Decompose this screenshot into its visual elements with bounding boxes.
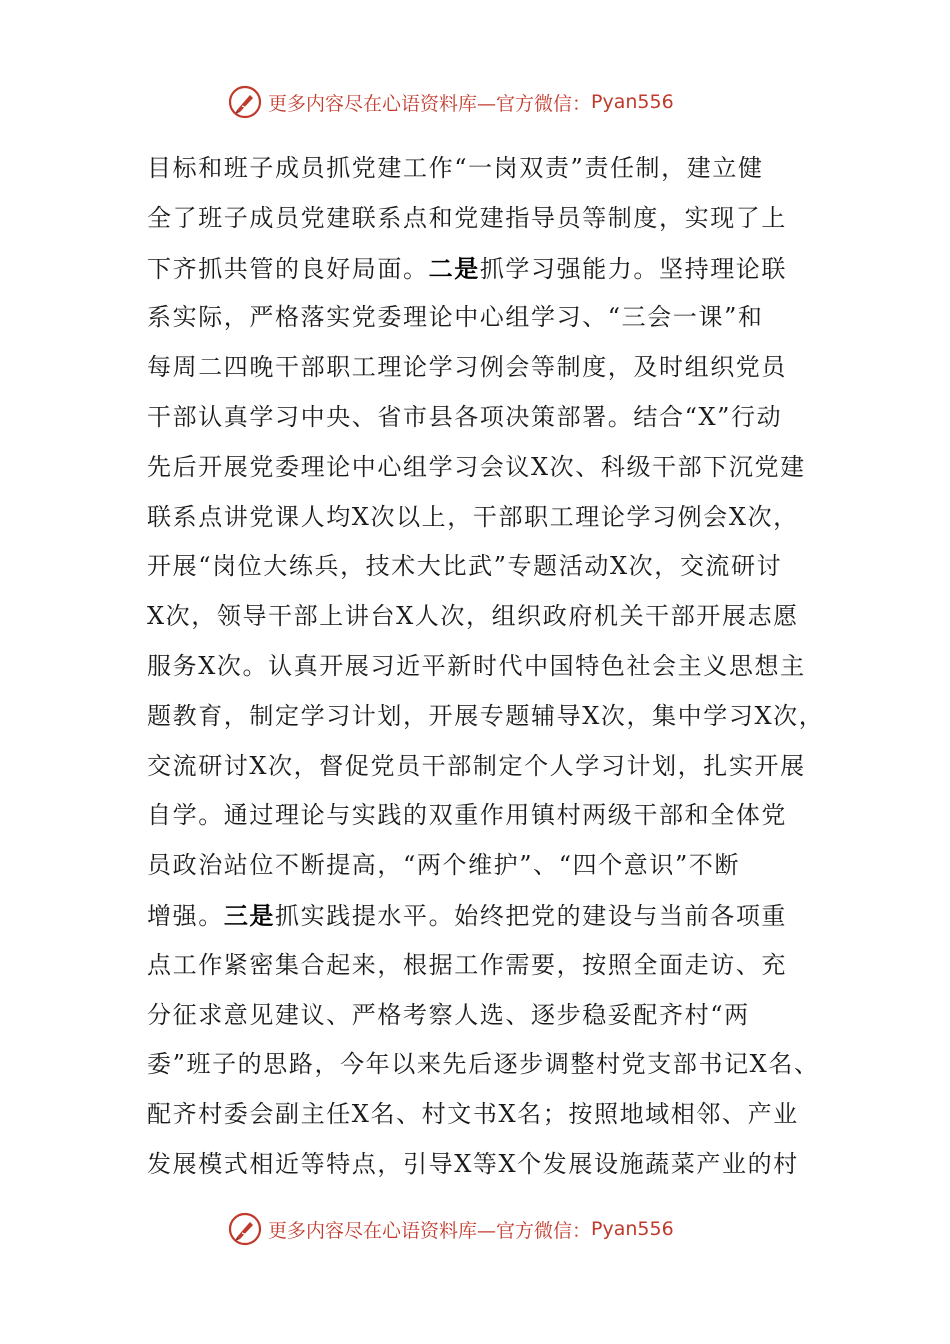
text-line xyxy=(147,742,837,792)
text-line xyxy=(147,293,837,343)
text-run: 抓学习强能力。坚持理论联 xyxy=(479,254,788,283)
text-line xyxy=(147,542,837,592)
text-run: 发展模式相近等特点，引导X等X个发展设施蔬菜产业的村 xyxy=(147,1149,799,1178)
text-run: 员政治站位不断提高，“两个维护”、“四个意识”不断 xyxy=(147,851,741,880)
text-run: 干部认真学习中央、省市县各项决策部署。结合“X”行动 xyxy=(147,402,783,431)
text-line xyxy=(147,642,837,692)
bold-heading-run: 三是 xyxy=(223,900,276,930)
text-run: 先后开展党委理论中心组学习会议X次、科级干部下沉党建 xyxy=(147,452,806,481)
text-line xyxy=(147,592,837,642)
text-run: 分征求意见建议、严格考察人选、逐步稳妥配齐村“两 xyxy=(147,1000,750,1029)
text-line xyxy=(147,343,837,393)
pen-logo-icon xyxy=(228,1212,262,1246)
text-run: 点工作紧密集合起来，根据工作需要，按照全面走访、充 xyxy=(147,950,787,979)
text-line xyxy=(147,1090,837,1140)
pen-logo-icon xyxy=(228,85,262,119)
text-run: 交流研讨X次，督促党员干部制定个人学习计划，扎实开展 xyxy=(147,751,806,780)
watermark-wechat-id: Pyan556 xyxy=(591,1218,674,1240)
text-run: 每周二四晚干部职工理论学习例会等制度，及时组织党员 xyxy=(147,353,787,382)
text-run: 全了班子成员党建联系点和党建指导员等制度，实现了上 xyxy=(147,203,787,232)
document-body xyxy=(147,144,837,1190)
text-line xyxy=(147,791,837,841)
text-run: 配齐村委会副主任X名、村文书X名；按照地域相邻、产业 xyxy=(147,1100,799,1129)
text-run: 开展“岗位大练兵，技术大比武”专题活动X次，交流研讨 xyxy=(147,552,783,581)
text-line xyxy=(147,194,837,244)
bold-heading-run: 二是 xyxy=(428,253,480,283)
watermark-text: 更多内容尽在心语资料库—官方微信： xyxy=(268,92,592,115)
text-run: 目标和班子成员抓党建工作“一岗双责”责任制，建立健 xyxy=(147,154,764,182)
text-run: 抓实践提水平。始终把党的建设与当前各项重 xyxy=(275,901,788,930)
text-line xyxy=(147,393,837,443)
text-run: 下齐抓共管的良好局面。 xyxy=(147,254,429,283)
text-run: 委”班子的思路，今年以来先后逐步调整村党支部书记X名、 xyxy=(147,1050,820,1079)
text-run: X次，领导干部上讲台X人次，组织政府机关干部开展志愿 xyxy=(147,602,799,631)
text-run: 自学。通过理论与实践的双重作用镇村两级干部和全体党 xyxy=(147,801,787,830)
footer-watermark xyxy=(228,1209,728,1249)
text-line xyxy=(147,1140,837,1190)
text-run: 系实际，严格落实党委理论中心组学习、“三会一课”和 xyxy=(147,303,764,332)
text-line xyxy=(147,493,837,543)
text-line xyxy=(147,841,837,891)
watermark-wechat-id: Pyan556 xyxy=(591,91,674,113)
text-run: 服务X次。认真开展习近平新时代中国特色社会主义思想主 xyxy=(147,651,806,680)
header-watermark xyxy=(228,82,728,122)
text-line xyxy=(147,443,837,493)
text-run: 题教育，制定学习计划，开展专题辅导X次，集中学习X次， xyxy=(147,701,825,730)
text-line xyxy=(147,991,837,1041)
text-line xyxy=(147,692,837,742)
text-line xyxy=(147,941,837,991)
text-run: 增强。 xyxy=(147,901,224,930)
text-line xyxy=(147,144,837,194)
text-line xyxy=(147,244,837,294)
text-line xyxy=(147,891,837,941)
text-run: 联系点讲党课人均X次以上，干部职工理论学习例会X次， xyxy=(147,502,799,531)
watermark-text: 更多内容尽在心语资料库—官方微信： xyxy=(268,1219,592,1242)
text-line xyxy=(147,1040,837,1090)
